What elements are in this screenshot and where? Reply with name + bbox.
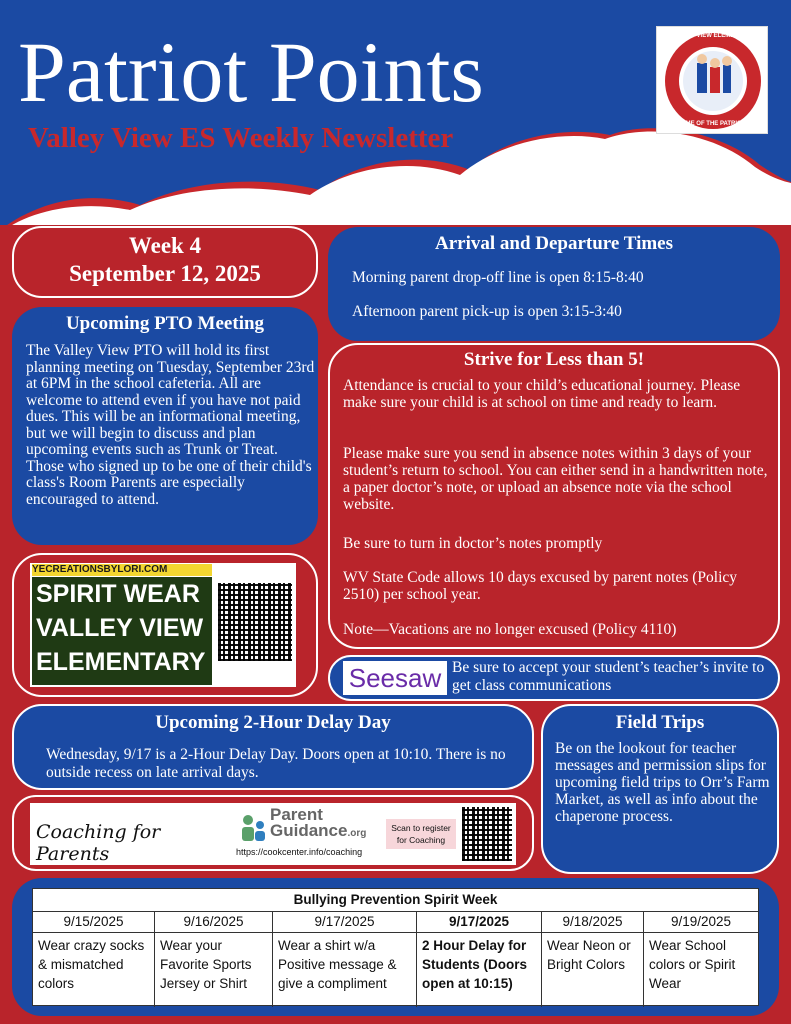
parent-guidance-icon xyxy=(238,813,268,843)
bullying-date: 9/16/2025 xyxy=(155,912,273,933)
spirit-site: YECREATIONSBYLORI.COM xyxy=(32,564,212,576)
field-body: Be on the lookout for teacher messages and permission slips for upcoming field trips to Orr’s Farm Market, as well as info about the chaperone process. xyxy=(555,740,770,825)
logo-bottom-text: HOME OF THE PATRIOTS xyxy=(676,121,750,127)
strive-title: Strive for Less than 5! xyxy=(463,349,645,370)
strive-p1: Attendance is crucial to your child’s educational journey. Please make sure your child is at school on time and ready to learn. xyxy=(343,377,741,411)
strive-p3: Be sure to turn in doctor’s notes promptly xyxy=(343,535,603,552)
bullying-box xyxy=(12,878,779,1016)
spirit-line3: ELEMENTARY xyxy=(36,648,206,676)
pto-title: Upcoming PTO Meeting xyxy=(65,313,265,334)
bullying-item: Wear Neon or Bright Colors xyxy=(542,933,644,1007)
strive-p4: WV State Code allows 10 days excused by parent notes (Policy 2510) per school year. xyxy=(343,569,738,603)
coaching-box xyxy=(12,795,534,871)
strive-box xyxy=(328,343,780,649)
bullying-item: Wear your Favorite Sports Jersey or Shirt xyxy=(155,933,273,1007)
pto-box xyxy=(12,307,318,545)
bullying-item: Wear crazy socks & mismatched colors xyxy=(33,933,155,1007)
spirit-ad[interactable] xyxy=(30,563,296,687)
bullying-date: 9/15/2025 xyxy=(33,912,155,933)
coaching-ad[interactable] xyxy=(30,803,516,865)
bullying-date: 9/17/2025 xyxy=(273,912,417,933)
newsletter-title: Patriot Points xyxy=(18,24,484,120)
spirit-line1: SPIRIT WEAR xyxy=(36,580,200,608)
spirit-line2: VALLEY VIEW xyxy=(36,614,204,642)
field-title: Field Trips xyxy=(615,712,705,733)
delay-body: Wednesday, 9/17 is a 2-Hour Delay Day. Doors open at 10:10. There is no outside recess on late arrival days. xyxy=(46,746,506,781)
newsletter-subtitle: Valley View ES Weekly Newsletter xyxy=(28,122,454,154)
spirit-qr-code[interactable] xyxy=(218,583,292,661)
coaching-brand-suffix: .org xyxy=(347,828,367,839)
coaching-scan-text: Scan to register for Coaching xyxy=(386,819,456,849)
bullying-date: 9/17/2025 xyxy=(417,912,542,933)
spirit-box xyxy=(12,553,318,697)
coaching-qr-code[interactable] xyxy=(462,807,512,861)
bullying-date: 9/19/2025 xyxy=(644,912,758,933)
coaching-url[interactable]: https://cookcenter.info/coaching xyxy=(236,847,363,857)
bullying-table xyxy=(32,888,759,1006)
arrival-morning: Morning parent drop-off line is open 8:15-8:40 xyxy=(352,269,644,286)
bullying-item: Wear a shirt w/a Positive message & give a compliment xyxy=(273,933,417,1007)
arrival-title: Arrival and Departure Times xyxy=(434,233,674,254)
coaching-brand-line1: Parent xyxy=(270,805,323,824)
week-box xyxy=(12,226,318,298)
week-number: Week 4 xyxy=(128,233,202,258)
bullying-item: Wear School colors or Spirit Wear xyxy=(649,938,736,991)
strive-p5: Note—Vacations are no longer excused (Policy 4110) xyxy=(343,621,677,638)
arrival-box xyxy=(328,227,780,341)
bullying-grid xyxy=(33,912,758,1007)
seesaw-logo[interactable]: Seesaw xyxy=(343,661,447,695)
coaching-script: Coaching for Parents xyxy=(36,821,161,865)
bullying-title: Bullying Prevention Spirit Week xyxy=(33,889,758,912)
seesaw-text: Be sure to accept your student’s teacher’s invite to get class communications xyxy=(452,659,765,694)
coaching-brand xyxy=(270,807,400,842)
bullying-date: 9/18/2025 xyxy=(542,912,644,933)
school-logo xyxy=(656,26,768,134)
bullying-item: 2 Hour Delay for Students (Doors open at 10:15) xyxy=(417,933,542,1007)
delay-title: Upcoming 2-Hour Delay Day xyxy=(155,712,391,733)
field-box xyxy=(541,704,779,874)
spirit-banner xyxy=(32,577,212,685)
arrival-afternoon: Afternoon parent pick-up is open 3:15-3:40 xyxy=(352,303,622,320)
logo-top-text: VALLEY VIEW ELEMENTARY xyxy=(671,33,755,39)
week-date: September 12, 2025 xyxy=(69,261,261,286)
delay-box xyxy=(12,704,534,790)
strive-p2: Please make sure you send in absence notes within 3 days of your student’s return to school. You can either send in a handwritten note, a paper doctor’s note, or upload an absence note via the school website. xyxy=(343,445,768,513)
seesaw-box xyxy=(328,655,780,701)
logo-seal-icon xyxy=(657,27,769,135)
pto-body: The Valley View PTO will hold its first planning meeting on Tuesday, September 23rd at 6PM in the school cafeteria. All are welcome to attend even if you have not paid dues. This will be an informational meeting, but we will begin to discuss and plan upcoming events such as Trunk or Treat. Those who signed up to be one of their child's class's Room Parents are especially encouraged to attend. xyxy=(26,342,315,508)
coaching-brand-line2: Guidance xyxy=(270,821,348,840)
